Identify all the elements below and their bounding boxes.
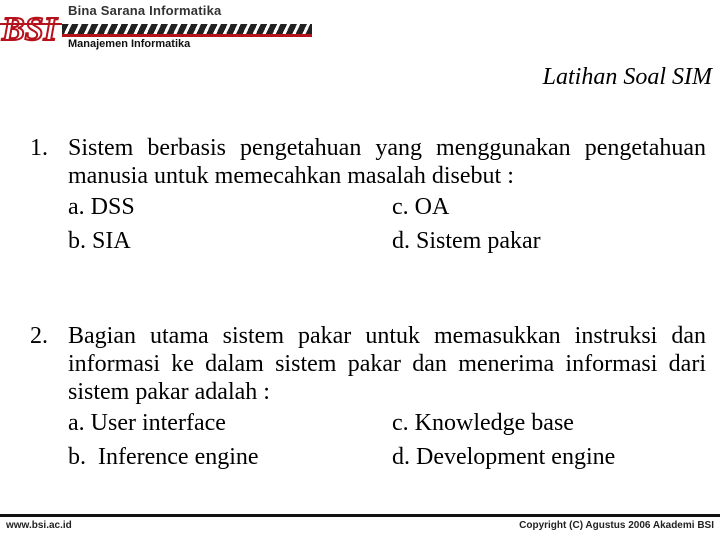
option-a: a. User interface xyxy=(68,410,226,436)
answer-options xyxy=(68,193,706,261)
bsi-logo-icon xyxy=(0,2,62,50)
question-2 xyxy=(30,322,710,477)
option-b: b. SIA xyxy=(68,228,131,254)
answer-options xyxy=(68,409,706,477)
question-body xyxy=(68,322,706,477)
header xyxy=(0,0,720,60)
question-text: Sistem berbasis pengetahuan yang menggunakan pengetahuan manusia untuk memecahkan masalah disebut : xyxy=(68,135,706,189)
option-b: b. Inference engine xyxy=(68,444,259,470)
question-number: 1. xyxy=(30,135,48,161)
header-red-line xyxy=(62,34,312,37)
option-c: c. Knowledge base xyxy=(392,410,574,436)
option-c: c. OA xyxy=(392,194,450,220)
option-d: d. Development engine xyxy=(392,444,616,470)
question-number: 2. xyxy=(30,323,48,349)
footer-divider xyxy=(0,514,720,517)
slide-title: Latihan Soal SIM xyxy=(542,64,712,90)
header-stripe xyxy=(62,24,312,34)
option-a: a. DSS xyxy=(68,194,135,220)
footer-copyright: Copyright (C) Agustus 2006 Akademi BSI xyxy=(519,520,714,531)
question-body xyxy=(68,134,706,261)
footer-website: www.bsi.ac.id xyxy=(6,520,72,531)
option-d: d. Sistem pakar xyxy=(392,228,541,254)
brand-name: Bina Sarana Informatika xyxy=(68,3,222,18)
question-1 xyxy=(30,134,710,261)
question-text: Bagian utama sistem pakar untuk memasukkan instruksi dan informasi ke dalam sistem pakar dan menerima informasi dari sistem pakar adalah : xyxy=(68,323,706,405)
footer xyxy=(0,508,720,540)
brand-subtitle: Manajemen Informatika xyxy=(68,38,191,50)
svg-text:BSI: BSI xyxy=(2,11,57,48)
